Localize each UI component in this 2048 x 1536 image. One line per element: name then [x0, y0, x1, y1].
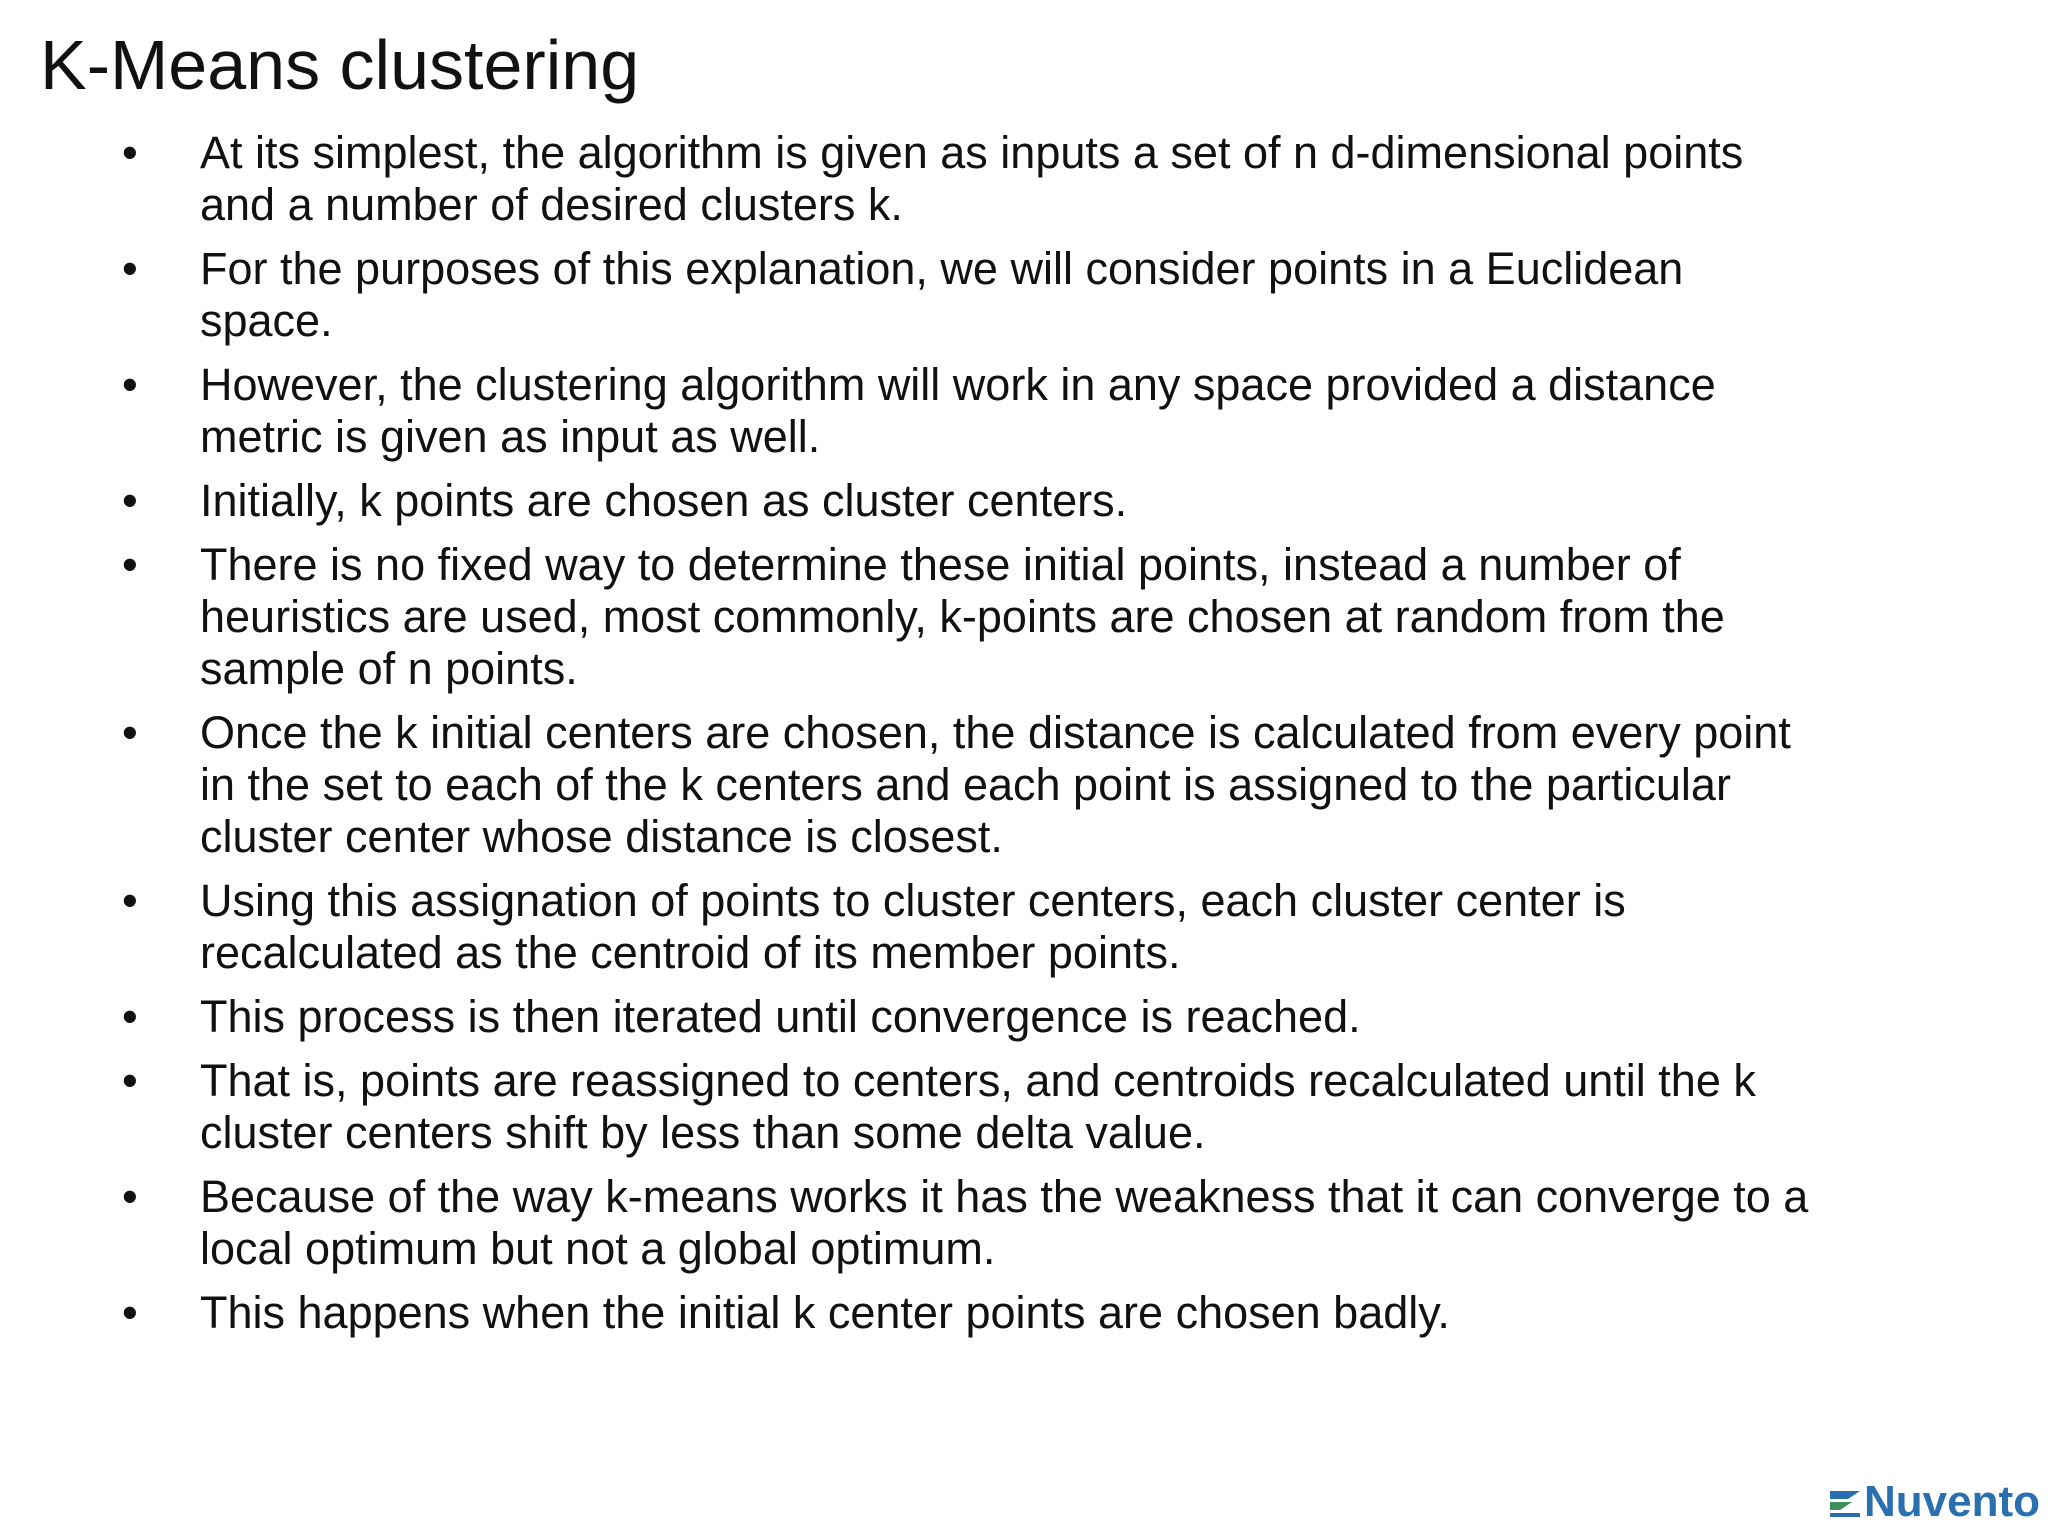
- bullet-item: [0, 127, 2048, 231]
- bullet-item: [0, 475, 2048, 527]
- bullet-text: [200, 243, 2008, 347]
- bullet-line: local optimum but not a global optimum.: [200, 1223, 996, 1274]
- bullet-line: At its simplest, the algorithm is given as inputs a set of n d-dimensional points: [200, 127, 1744, 178]
- bullet-dot: •: [122, 1055, 138, 1106]
- bullet-dot: •: [122, 243, 138, 294]
- bullet-dot: •: [122, 1287, 138, 1338]
- bullet-line: For the purposes of this explanation, we will consider points in a Euclidean: [200, 243, 1684, 294]
- bullet-text: [200, 991, 2008, 1043]
- bullet-line: heuristics are used, most commonly, k-points are chosen at random from the: [200, 591, 1725, 642]
- bullet-line: sample of n points.: [200, 643, 578, 694]
- bullet-text: [200, 1055, 2008, 1159]
- bullet-item: [0, 1287, 2048, 1339]
- bullet-dot: •: [122, 991, 138, 1042]
- bullet-line: cluster centers shift by less than some delta value.: [200, 1107, 1206, 1158]
- bullet-item: [0, 991, 2048, 1043]
- bullet-text: [200, 539, 2008, 695]
- bullet-text: [200, 875, 2008, 979]
- bullet-line: Using this assignation of points to cluster centers, each cluster center is: [200, 875, 1626, 926]
- bullet-text: [200, 127, 2008, 231]
- bullet-line: That is, points are reassigned to centers, and centroids recalculated until the k: [200, 1055, 1756, 1106]
- bullet-line: space.: [200, 295, 333, 346]
- bullet-line: recalculated as the centroid of its member points.: [200, 927, 1181, 978]
- bullet-line: metric is given as input as well.: [200, 411, 821, 462]
- bullet-dot: •: [122, 359, 138, 410]
- bullet-line: This happens when the initial k center points are chosen badly.: [200, 1287, 1450, 1338]
- bullet-line: in the set to each of the k centers and each point is assigned to the particular: [200, 759, 1731, 810]
- bullet-item: [0, 875, 2048, 979]
- bullet-dot: •: [122, 127, 138, 178]
- bullet-dot: •: [122, 1171, 138, 1222]
- bullet-text: [200, 359, 2008, 463]
- bullet-line: Initially, k points are chosen as cluster centers.: [200, 475, 1128, 526]
- bullet-line: There is no fixed way to determine these initial points, instead a number of: [200, 539, 1681, 590]
- bullet-line: This process is then iterated until convergence is reached.: [200, 991, 1361, 1042]
- bullet-line: Once the k initial centers are chosen, the distance is calculated from every point: [200, 707, 1791, 758]
- bullet-dot: •: [122, 875, 138, 926]
- bullet-item: [0, 1171, 2048, 1275]
- bullet-item: [0, 539, 2048, 695]
- bullet-text: [200, 475, 2008, 527]
- bullet-text: [200, 707, 2008, 863]
- bullet-item: [0, 359, 2048, 463]
- bullet-line: and a number of desired clusters k.: [200, 179, 903, 230]
- bullet-list: [0, 127, 2048, 1351]
- bullet-dot: •: [122, 707, 138, 758]
- nuvento-logo: [1828, 1474, 2040, 1530]
- slide-title: K-Means clustering: [40, 26, 640, 104]
- bullet-text: [200, 1287, 2008, 1339]
- bullet-item: [0, 243, 2048, 347]
- bullet-item: [0, 707, 2048, 863]
- bullet-text: [200, 1171, 2008, 1275]
- bullet-line: However, the clustering algorithm will work in any space provided a distance: [200, 359, 1716, 410]
- bullet-item: [0, 1055, 2048, 1159]
- bullet-dot: •: [122, 539, 138, 590]
- nuvento-logo-icon: [1828, 1485, 1862, 1519]
- bullet-line: cluster center whose distance is closest.: [200, 811, 1003, 862]
- logo-text: Nuvento: [1864, 1477, 2040, 1526]
- bullet-dot: •: [122, 475, 138, 526]
- bullet-line: Because of the way k-means works it has the weakness that it can converge to a: [200, 1171, 1809, 1222]
